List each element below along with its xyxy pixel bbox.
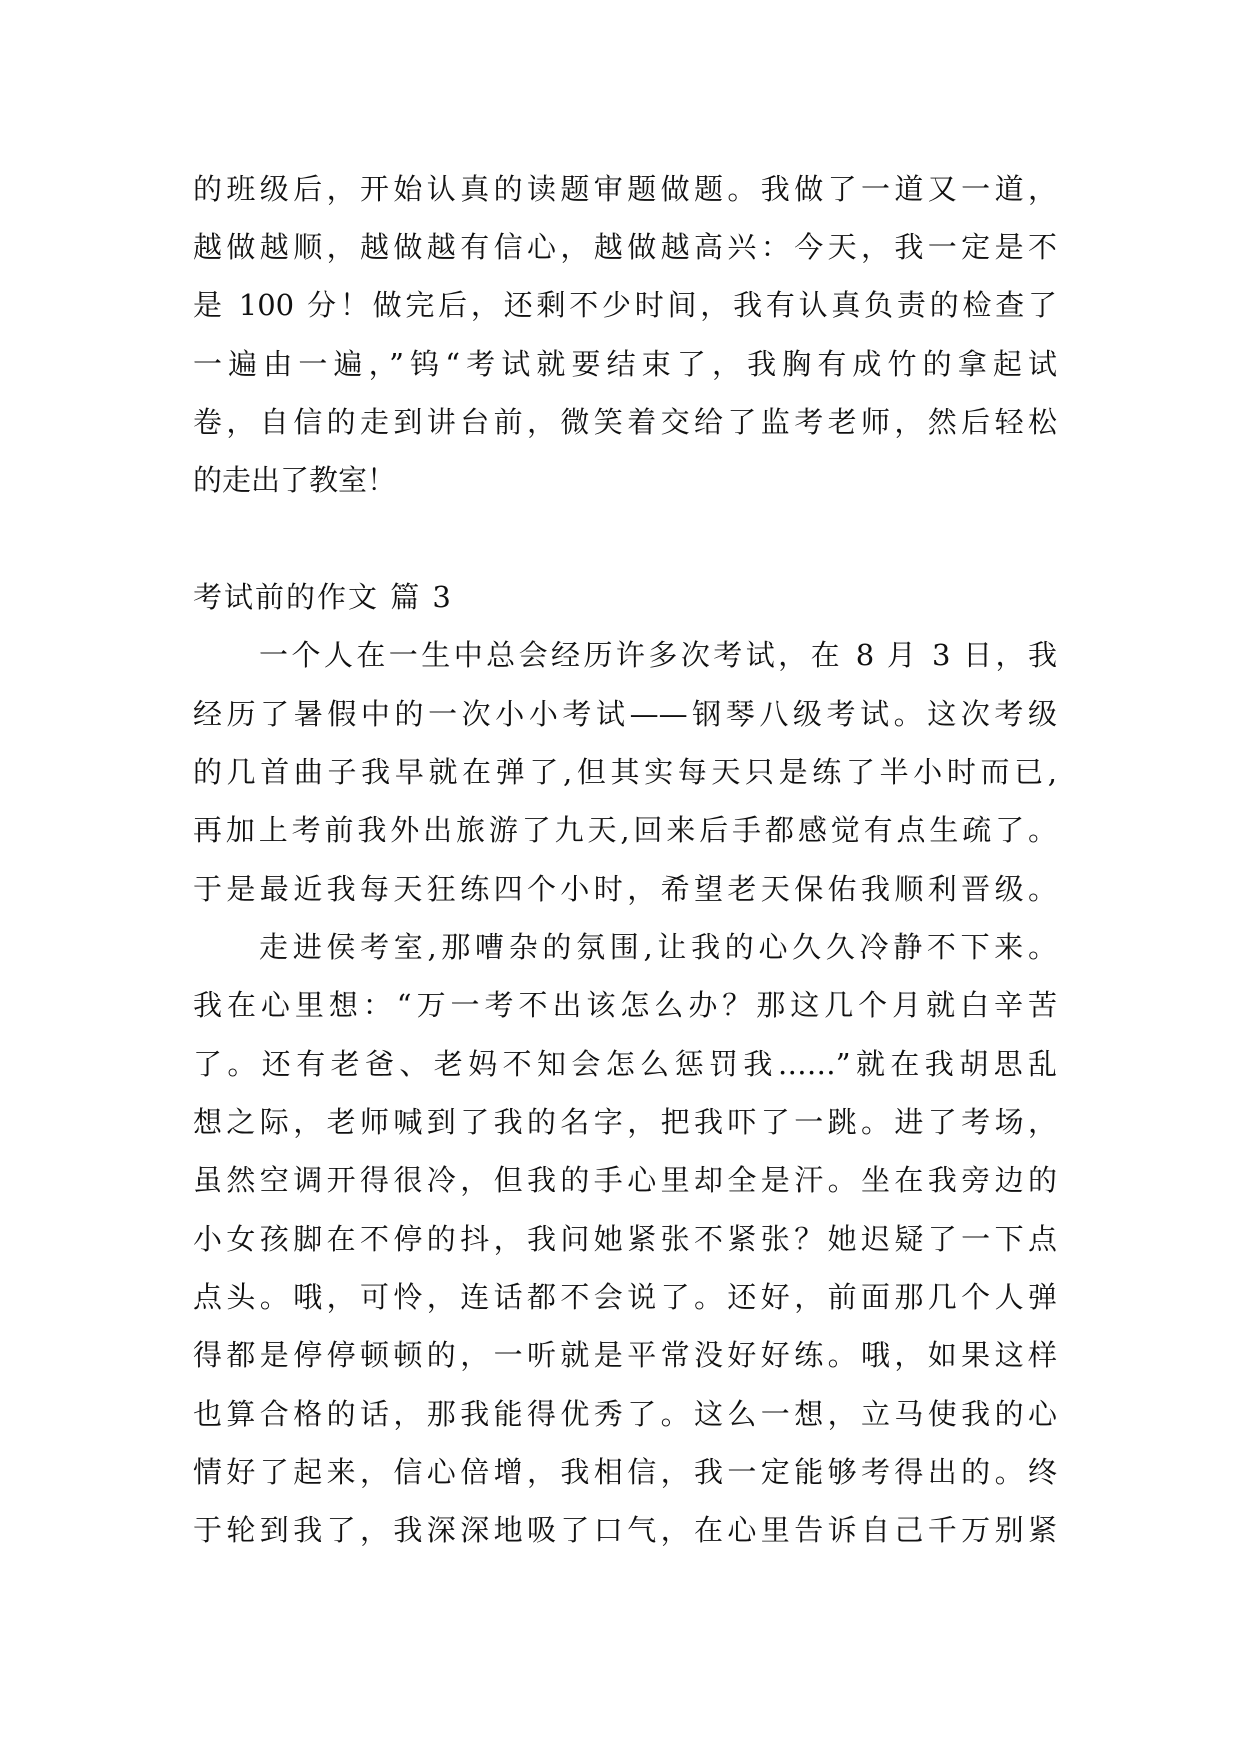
paragraph-spacer: [193, 510, 1057, 568]
text-line: 虽然空调开得很冷，但我的手心里却全是汗。坐在我旁边的: [193, 1163, 1057, 1198]
text-line: 我在心里想：“万一考不出该怎么办？那这几个月就白辛苦: [193, 988, 1057, 1023]
text-line: 卷，自信的走到讲台前，微笑着交给了监考老师，然后轻松: [193, 404, 1057, 439]
text-line: 点头。哦，可怜，连话都不会说了。还好，前面那几个人弹: [193, 1280, 1057, 1315]
text-line: 于轮到我了，我深深地吸了口气，在心里告诉自己千万别紧: [193, 1513, 1057, 1548]
text-line: 的班级后，开始认真的读题审题做题。我做了一道又一道，: [193, 171, 1057, 206]
text-line: 是 100 分！做完后，还剩不少时间，我有认真负责的检查了: [193, 288, 1057, 323]
text-line: 了。还有老爸、老妈不知会怎么惩罚我……”就在我胡思乱: [193, 1046, 1057, 1081]
text-line: 想之际，老师喊到了我的名字，把我吓了一跳。进了考场，: [193, 1105, 1057, 1139]
paragraph-continued: [193, 160, 1057, 510]
text-line: 也算合格的话，那我能得优秀了。这么一想，立马使我的心: [193, 1396, 1057, 1431]
text-line: 一个人在一生中总会经历许多次考试，在 8 月 3 日，我: [259, 638, 1057, 673]
text-line: 的走出了教室！: [193, 463, 397, 498]
text-line: 再加上考前我外出旅游了九天,回来后手都感觉有点生疏了。: [193, 813, 1057, 848]
text-line: 经历了暑假中的一次小小考试——钢琴八级考试。这次考级: [193, 696, 1057, 731]
text-line: 小女孩脚在不停的抖，我问她紧张不紧张？她迟疑了一下点: [193, 1221, 1057, 1256]
document-body: [193, 160, 1057, 1560]
text-line: 越做越顺，越做越有信心，越做越高兴：今天，我一定是不: [193, 229, 1057, 264]
text-line: 情好了起来，信心倍增，我相信，我一定能够考得出的。终: [193, 1455, 1057, 1490]
section-heading: 考试前的作文 篇 3: [193, 579, 453, 614]
text-line: 得都是停停顿顿的，一听就是平常没好好练。哦，如果这样: [193, 1338, 1057, 1373]
paragraph-1: [193, 626, 1057, 918]
text-line: 于是最近我每天狂练四个小时，希望老天保佑我顺利晋级。: [193, 871, 1057, 906]
text-line: 走进侯考室,那嘈杂的氛围,让我的心久久冷静不下来。: [259, 929, 1057, 964]
paragraph-2: [193, 918, 1057, 1560]
text-line: 的几首曲子我早就在弹了,但其实每天只是练了半小时而已,: [193, 754, 1057, 789]
text-line: 一遍由一遍，”钨“考试就要结束了，我胸有成竹的拿起试: [193, 346, 1057, 381]
